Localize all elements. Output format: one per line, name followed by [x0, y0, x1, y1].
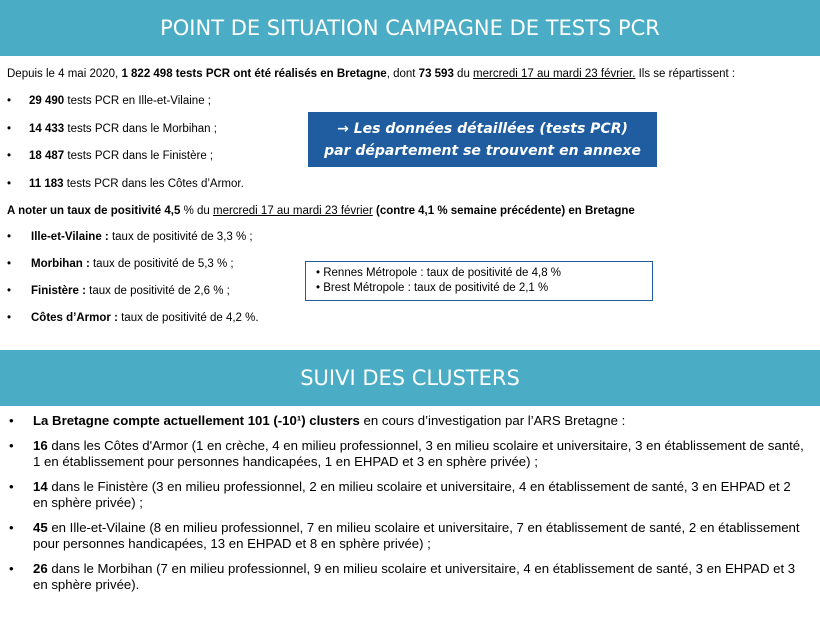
metropole-positivity-box [305, 261, 653, 301]
bullet-icon: • [9, 438, 14, 453]
intro-total-tests: 1 822 498 tests PCR ont été réalisés en Bretagne [121, 68, 387, 80]
bullet-icon: • [7, 312, 12, 324]
positivity-rate: taux de positivité de 5,3 % ; [89, 258, 234, 270]
bullet-icon: • [9, 479, 14, 494]
department-name: Finistère : [31, 285, 86, 297]
callout-line: → Les données détaillées (tests PCR) [337, 120, 628, 137]
cluster-count: 16 [33, 438, 48, 453]
clusters-section-banner: SUIVI DES CLUSTERS [0, 350, 820, 406]
department-name: Côtes d’Armor : [31, 312, 118, 324]
list-item [7, 520, 807, 552]
positivity-rate: taux de positivité de 4,2 %. [117, 312, 259, 324]
note-bold: (contre 4,1 % semaine précédente) en Bretagne [372, 205, 635, 217]
list-item [7, 438, 807, 470]
list-item [7, 285, 259, 312]
bullet-icon: • [7, 258, 12, 270]
metropole-item: • Rennes Métropole : taux de positivité de 4,8 % [316, 267, 562, 279]
cluster-count: 14 [33, 479, 48, 494]
intro-weekly-tests: 73 593 [418, 68, 454, 80]
test-count: 18 487 [29, 150, 65, 162]
intro-text: Depuis le 4 mai 2020, [7, 68, 122, 80]
pcr-section-banner: POINT DE SITUATION CAMPAGNE DE TESTS PCR [0, 0, 820, 56]
cluster-detail: dans les Côtes d'Armor (1 en crèche, 4 en milieu professionnel, 3 en milieu scolaire et universitaire, 3 en établissement de santé, 1 en établissement pour personnes handicapées, 1 en EHPAD et 3 en sphère privée) ; [33, 438, 804, 469]
intro-period: mercredi 17 au mardi 23 février. [473, 68, 636, 80]
list-item [7, 312, 259, 339]
positivity-rate: taux de positivité de 3,3 % ; [108, 231, 253, 243]
intro-text: du [453, 68, 474, 80]
test-label: tests PCR dans le Finistère ; [64, 150, 214, 162]
list-item [7, 95, 244, 123]
note-period: mercredi 17 au mardi 23 février [213, 205, 373, 217]
test-count: 14 433 [29, 122, 65, 135]
list-item [7, 231, 259, 258]
bullet-icon: • [7, 122, 12, 135]
cluster-detail: dans le Morbihan (7 en milieu professionnel, 9 en milieu scolaire et universitaire, 4 en établissement de santé, 3 en EHPAD et 3 en sphère privée). [33, 561, 796, 592]
list-item [7, 258, 259, 285]
test-label: tests PCR en Ille-et-Vilaine ; [64, 95, 211, 107]
metropole-item: • Brest Métropole : taux de positivité de 2,1 % [316, 282, 549, 294]
bullet-icon: • [7, 231, 12, 243]
list-item [7, 150, 244, 178]
list-item [7, 561, 807, 593]
cluster-detail: en cours d’investigation par l’ARS Bretagne : [359, 413, 626, 428]
cluster-count: 45 [33, 520, 48, 535]
department-name: Morbihan : [31, 258, 90, 270]
intro-paragraph [7, 68, 735, 80]
bullet-icon: • [9, 561, 14, 576]
list-item [7, 123, 244, 151]
list-item [7, 178, 244, 206]
bullet-icon: • [9, 413, 14, 428]
bullet-icon: • [7, 150, 12, 162]
bullet-icon: • [7, 177, 12, 190]
positivity-rate: taux de positivité de 2,6 % ; [85, 285, 230, 297]
cluster-detail: en Ille-et-Vilaine (8 en milieu professionnel, 7 en milieu scolaire et universitaire, 7 en établissement de santé, 2 en établissement pour personnes handicapées, 13 en EHPAD et 8 en sphère privée) ; [33, 520, 800, 551]
list-item [7, 479, 807, 511]
callout-line: par département se trouvent en annexe [324, 142, 641, 159]
test-count: 29 490 [29, 95, 65, 107]
cluster-detail: dans le Finistère (3 en milieu professionnel, 2 en milieu scolaire et universitaire, 4 en établissement de santé, 3 en EHPAD et 2 en sphère privée) ; [33, 479, 791, 510]
intro-text: Ils se répartissent : [635, 68, 736, 80]
cluster-count: 26 [33, 561, 48, 576]
test-count: 11 183 [29, 177, 64, 190]
clusters-list [7, 413, 807, 602]
note-text: % du [180, 205, 213, 217]
note-bold: A noter un taux de positivité 4,5 [7, 205, 181, 217]
positivity-by-department-list [7, 231, 259, 339]
tests-by-department-list [7, 95, 244, 205]
test-label: tests PCR dans le Morbihan ; [64, 122, 217, 135]
positivity-note [7, 205, 635, 217]
annex-callout [308, 112, 657, 167]
test-label: tests PCR dans les Côtes d’Armor. [63, 177, 244, 190]
cluster-count: La Bretagne compte actuellement 101 (-10¹) clusters [33, 413, 360, 428]
department-name: Ille-et-Vilaine : [31, 231, 109, 243]
bullet-icon: • [7, 95, 12, 107]
list-item [7, 413, 807, 429]
intro-text: , dont [386, 68, 419, 80]
bullet-icon: • [7, 285, 12, 297]
bullet-icon: • [9, 520, 14, 535]
